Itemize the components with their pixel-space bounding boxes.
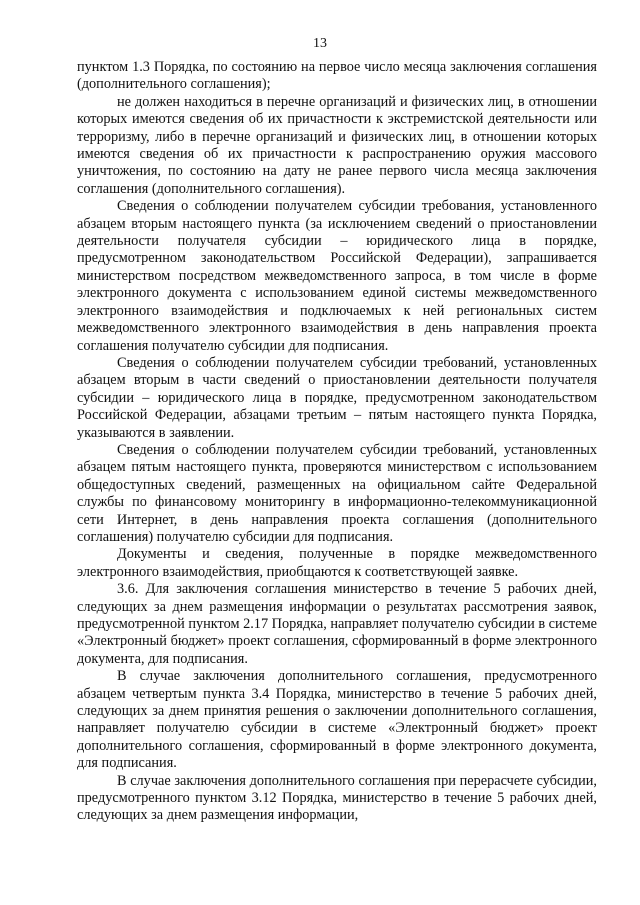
paragraph: Сведения о соблюдении получателем субсидии требований, установленных абзацем вторым в части сведений о приостановлении деятельности получателя субсидии – юридического лица в порядке, предусмотренном законодательством Российской Федерации, абзацами третьим – пятым настоящего пункта Порядка, указываются в заявлении.	[77, 354, 597, 441]
paragraph: Сведения о соблюдении получателем субсидии требований, установленных абзацем пятым настоящего пункта, проверяются министерством с использованием общедоступных сведений, размещенных на официальном сайте Федеральной службы по финансовому мониторингу в информационно-телекоммуникационной сети Интернет, в день направления проекта соглашения (дополнительного соглашения) получателю субсидии для подписания.	[77, 441, 597, 545]
paragraph: не должен находиться в перечне организаций и физических лиц, в отношении которых имеются сведения об их причастности к экстремистской деятельности или терроризму, либо в перечне организаций и физических лиц, в отношении которых имеются сведения об их причастности к распространению оружия массового уничтожения, по состоянию на дату не ранее первого числа месяца заключения соглашения (дополнительного соглашения).	[77, 93, 597, 197]
paragraph: пунктом 1.3 Порядка, по состоянию на первое число месяца заключения соглашения (дополнительного соглашения);	[77, 59, 597, 93]
document-body	[77, 59, 597, 825]
paragraph: Документы и сведения, полученные в порядке межведомственного электронного взаимодействия, приобщаются к соответствующей заявке.	[77, 546, 597, 580]
paragraph: В случае заключения дополнительного соглашения при перерасчете субсидии, предусмотренного пунктом 3.12 Порядка, министерство в течение 5 рабочих дней, следующих за днем размещения информации,	[77, 772, 597, 824]
paragraph: Сведения о соблюдении получателем субсидии требования, установленного абзацем вторым настоящего пункта (за исключением сведений о приостановлении деятельности получателя субсидии – юридического лица в порядке, предусмотренном законодательством Российской Федерации), запрашивается министерством посредством межведомственного запроса, в том числе в форме электронного документа с использованием единой системы межведомственного электронного взаимодействия и подключаемых к ней региональных систем межведомственного электронного взаимодействия в день направления проекта соглашения получателю субсидии для подписания.	[77, 198, 597, 354]
page-number: 13	[313, 36, 327, 51]
paragraph: 3.6. Для заключения соглашения министерство в течение 5 рабочих дней, следующих за днем размещения информации о результатах рассмотрения заявок, предусмотренной пунктом 2.17 Порядка, направляет получателю субсидии в системе «Электронный бюджет» проект соглашения, сформированный в форме электронного документа, для подписания.	[77, 581, 598, 667]
paragraph: В случае заключения дополнительного соглашения, предусмотренного абзацем четвертым пункта 3.4 Порядка, министерство в течение 5 рабочих дней, следующих за днем принятия решения о заключении дополнительного соглашения, направляет получателю субсидии в системе «Электронный бюджет» проект дополнительного соглашения, сформированный в форме электронного документа, для подписания.	[77, 668, 597, 772]
